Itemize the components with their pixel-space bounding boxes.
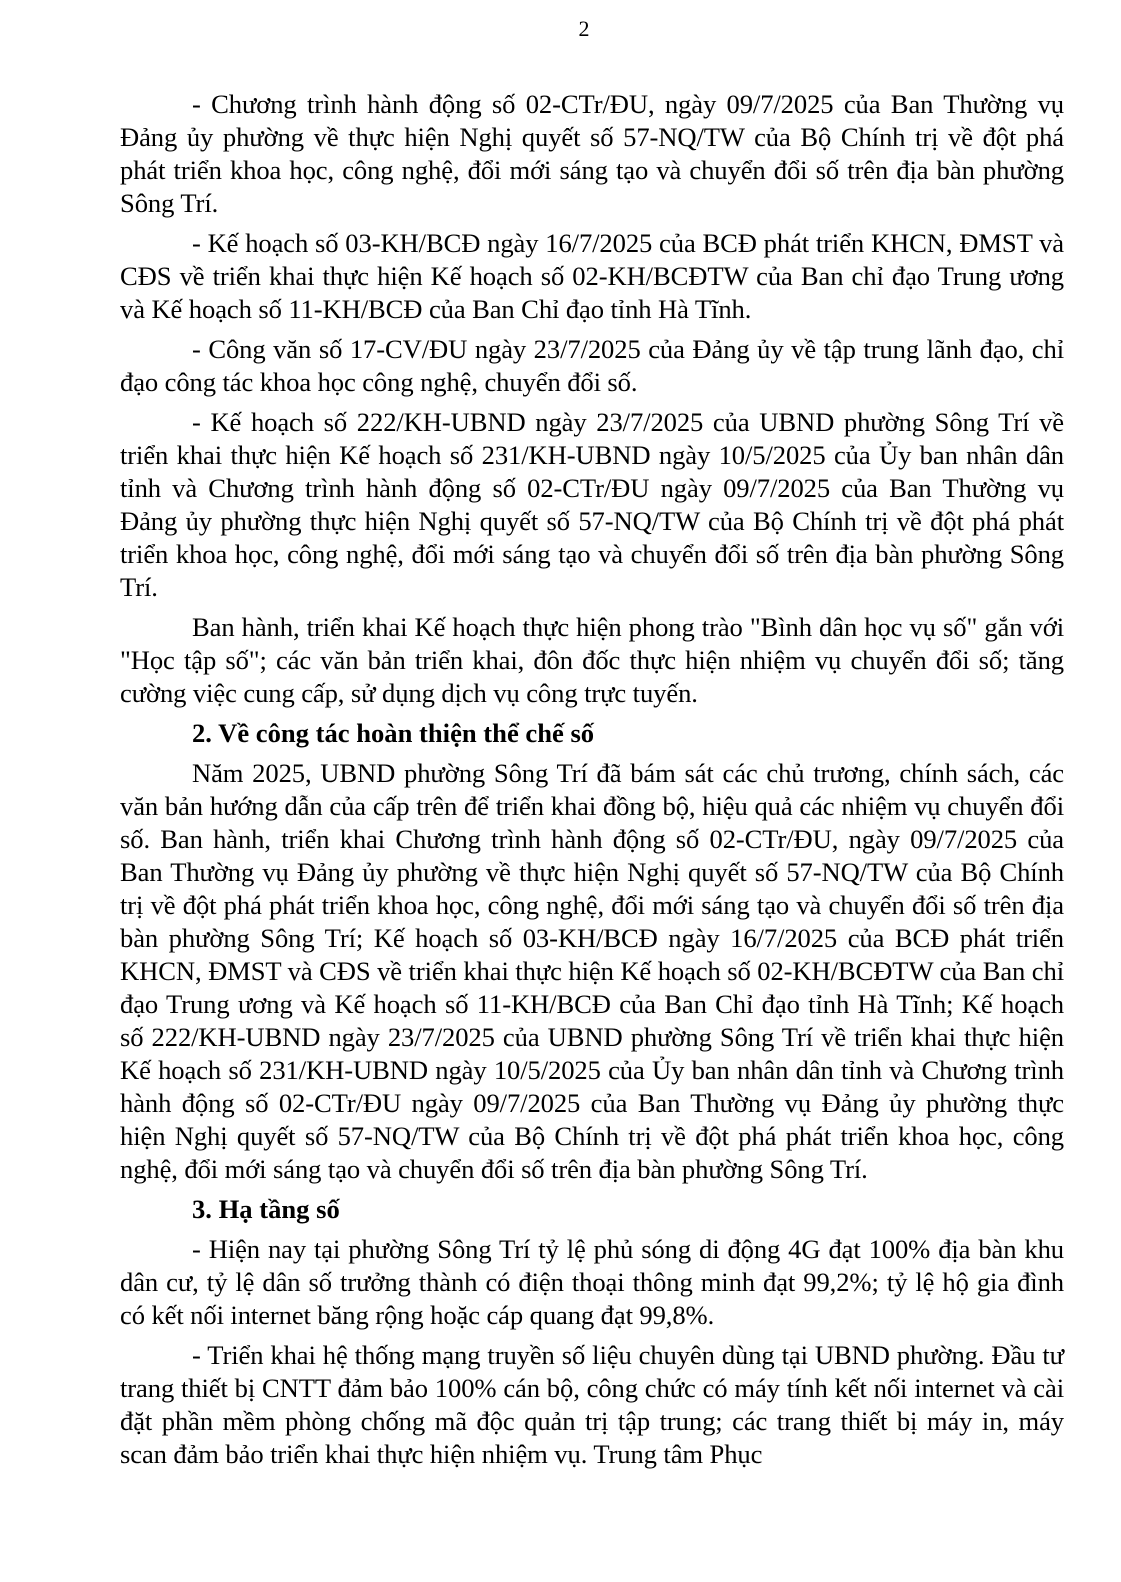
paragraph-digital-literacy-movement: Ban hành, triển khai Kế hoạch thực hiện phong trào "Bình dân học vụ số" gắn với "Học tập số"; các văn bản triển khai, đôn đốc thực hiện nhiệm vụ chuyển đổi số; tăng cường việc cung cấp, sử dụng dịch vụ công trực tuyến. [120,612,1064,708]
paragraph-mobile-coverage: - Hiện nay tại phường Sông Trí tỷ lệ phủ sóng di động 4G đạt 100% địa bàn khu dân cư, tỷ lệ dân số trưởng thành có điện thoại thông minh đạt 99,2%; tỷ lệ hộ gia đình có kết nối internet băng rộng hoặc cáp quang đạt 99,8%. [120,1234,1064,1330]
document-body [120,88,1064,1478]
section-heading-digital-infrastructure: 3. Hạ tầng số [192,1194,340,1224]
section-heading-digital-institutions: 2. Về công tác hoàn thiện thể chế số [192,718,595,748]
page-number: 2 [578,16,590,41]
paragraph-plan-222: - Kế hoạch số 222/KH-UBND ngày 23/7/2025 của UBND phường Sông Trí về triển khai thực hiện Kế hoạch số 231/KH-UBND ngày 10/5/2025 của Ủy ban nhân dân tỉnh và Chương trình hành động số 02-CTr/ĐU ngày 09/7/2025 của Ban Thường vụ Đảng ủy phường thực hiện Nghị quyết số 57-NQ/TW của Bộ Chính trị về đột phá phát triển khoa học, công nghệ, đổi mới sáng tạo và chuyển đổi số trên địa bàn phường Sông Trí. [120,407,1064,602]
paragraph-digital-institutions: Năm 2025, UBND phường Sông Trí đã bám sát các chủ trương, chính sách, các văn bản hướng dẫn của cấp trên để triển khai đồng bộ, hiệu quả các nhiệm vụ chuyển đổi số. Ban hành, triển khai Chương trình hành động số 02-CTr/ĐU, ngày 09/7/2025 của Ban Thường vụ Đảng ủy phường về thực hiện Nghị quyết số 57-NQ/TW của Bộ Chính trị về đột phá phát triển khoa học, công nghệ, đổi mới sáng tạo và chuyển đổi số trên địa bàn phường Sông Trí; Kế hoạch số 03-KH/BCĐ ngày 16/7/2025 của BCĐ phát triển KHCN, ĐMST và CĐS về triển khai thực hiện Kế hoạch số 02-KH/BCĐTW của Ban chỉ đạo Trung ương và Kế hoạch số 11-KH/BCĐ của Ban Chỉ đạo tỉnh Hà Tĩnh; Kế hoạch số 222/KH-UBND ngày 23/7/2025 của UBND phường Sông Trí về triển khai thực hiện Kế hoạch số 231/KH-UBND ngày 10/5/2025 của Ủy ban nhân dân tỉnh và Chương trình hành động số 02-CTr/ĐU ngày 09/7/2025 của Ban Thường vụ Đảng ủy phường thực hiện Nghị quyết số 57-NQ/TW của Bộ Chính trị về đột phá phát triển khoa học, công nghệ, đổi mới sáng tạo và chuyển đổi số trên địa bàn phường Sông Trí. [120,758,1064,1184]
paragraph-action-program: - Chương trình hành động số 02-CTr/ĐU, ngày 09/7/2025 của Ban Thường vụ Đảng ủy phường về thực hiện Nghị quyết số 57-NQ/TW của Bộ Chính trị về đột phá phát triển khoa học, công nghệ, đổi mới sáng tạo và chuyển đổi số trên địa bàn phường Sông Trí. [120,89,1064,218]
paragraph-network-deployment: - Triển khai hệ thống mạng truyền số liệu chuyên dùng tại UBND phường. Đầu tư trang thiết bị CNTT đảm bảo 100% cán bộ, công chức có máy tính kết nối internet và cài đặt phần mềm phòng chống mã độc quản trị tập trung; các trang thiết bị máy in, máy scan đảm bảo triển khai thực hiện nhiệm vụ. Trung tâm Phục [120,1340,1064,1469]
paragraph-official-letter-17: - Công văn số 17-CV/ĐU ngày 23/7/2025 của Đảng ủy về tập trung lãnh đạo, chỉ đạo công tác khoa học công nghệ, chuyển đổi số. [120,334,1064,397]
paragraph-plan-03: - Kế hoạch số 03-KH/BCĐ ngày 16/7/2025 của BCĐ phát triển KHCN, ĐMST và CĐS về triển khai thực hiện Kế hoạch số 02-KH/BCĐTW của Ban chỉ đạo Trung ương và Kế hoạch số 11-KH/BCĐ của Ban Chỉ đạo tỉnh Hà Tĩnh. [120,228,1064,324]
